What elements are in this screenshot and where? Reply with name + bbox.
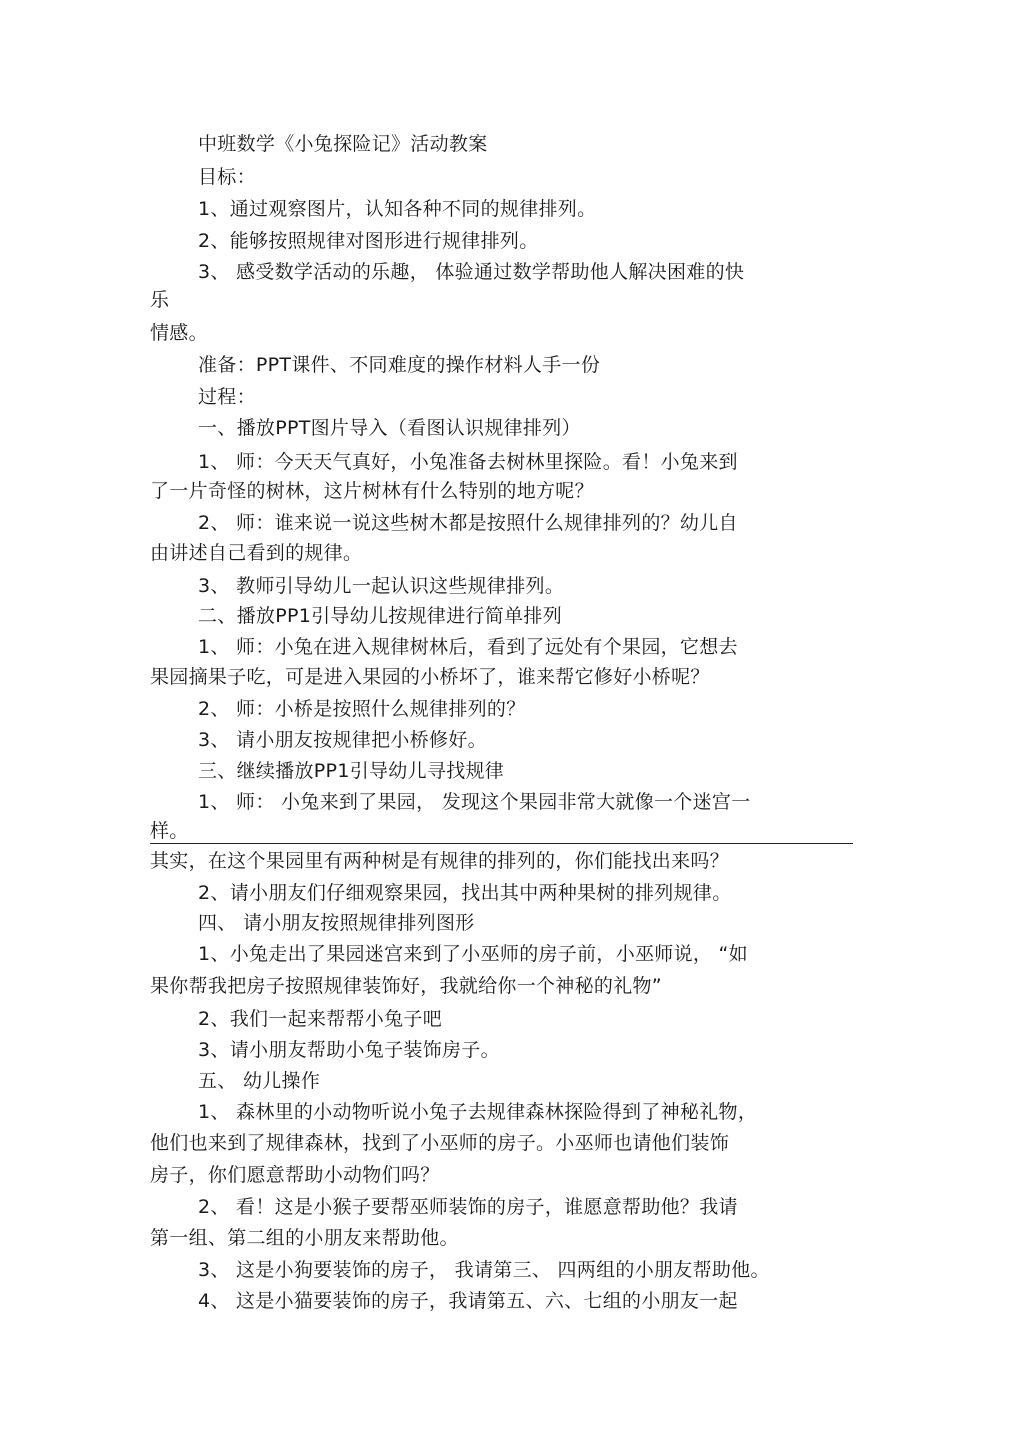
paragraph-line: 第一组、第二组的小朋友来帮助他。 (150, 1227, 459, 1249)
step-heading-5: 五、 幼儿操作 (198, 1070, 321, 1092)
paragraph-line: 其实，在这个果园里有两种树是有规律的排列的，你们能找出来吗？ (150, 850, 730, 872)
step-heading-1: 一、播放PPT图片导入（看图认识规律排列） (198, 417, 581, 439)
section-heading-goals: 目标： (198, 166, 256, 188)
paragraph-line: 3、 这是小狗要装饰的房子， 我请第三、 四两组的小朋友帮助他。 (198, 1259, 770, 1281)
paragraph-line: 4、 这是小猫要装饰的房子，我请第五、六、七组的小朋友一起 (198, 1290, 738, 1312)
paragraph-line: 3、请小朋友帮助小兔子装饰房子。 (198, 1039, 500, 1061)
paragraph-line: 1、 师：今天天气真好，小兔准备去树林里探险。看！小兔来到 (198, 451, 738, 473)
goal-3-cont-2: 情感。 (150, 322, 208, 344)
step-heading-4: 四、 请小朋友按照规律排列图形 (198, 912, 475, 934)
paragraph-line: 2、请小朋友们仔细观察果园，找出其中两种果树的排列规律。 (198, 882, 732, 904)
paragraph-line: 果你帮我把房子按照规律装饰好，我就给你一个神秘的礼物” (150, 975, 662, 997)
paragraph-line: 3、 请小朋友按规律把小桥修好。 (198, 729, 487, 751)
paragraph-line: 样。 (150, 820, 189, 842)
goal-1: 1、通过观察图片，认知各种不同的规律排列。 (198, 198, 597, 220)
horizontal-divider (150, 843, 853, 844)
paragraph-line: 2、 师：小桥是按照什么规律排列的？ (198, 698, 526, 720)
paragraph-line: 由讲述自己看到的规律。 (150, 542, 363, 564)
paragraph-line: 果园摘果子吃，可是进入果园的小桥坏了，谁来帮它修好小桥呢？ (150, 666, 710, 688)
step-heading-3: 三、继续播放PP1引导幼儿寻找规律 (198, 760, 505, 782)
paragraph-line: 房子，你们愿意帮助小动物们吗？ (150, 1164, 440, 1186)
paragraph-line: 他们也来到了规律森林，找到了小巫师的房子。小巫师也请他们装饰 (150, 1132, 730, 1154)
paragraph-line: 3、 教师引导幼儿一起认识这些规律排列。 (198, 575, 565, 597)
step-heading-2: 二、播放PP1引导幼儿按规律进行简单排列 (198, 605, 563, 627)
section-heading-prep: 准备：PPT课件、不同难度的操作材料人手一份 (198, 354, 601, 376)
section-heading-process: 过程： (198, 386, 256, 408)
doc-title: 中班数学《小兔探险记》活动教案 (198, 133, 488, 155)
goal-3: 3、 感受数学活动的乐趣， 体验通过数学帮助他人解决困难的快 (198, 261, 745, 283)
paragraph-line: 1、 师：小兔在进入规律树林后，看到了远处有个果园，它想去 (198, 636, 738, 658)
paragraph-line: 2、 看！这是小猴子要帮巫师装饰的房子，谁愿意帮助他？我请 (198, 1196, 738, 1218)
goal-2: 2、能够按照规律对图形进行规律排列。 (198, 230, 539, 252)
paragraph-line: 1、 森林里的小动物听说小兔子去规律森林探险得到了神秘礼物， (198, 1101, 758, 1123)
paragraph-line: 1、 师： 小兔来到了果园， 发现这个果园非常大就像一个迷宫一 (198, 791, 751, 813)
paragraph-line: 2、我们一起来帮帮小兔子吧 (198, 1008, 442, 1030)
paragraph-line: 2、 师：谁来说一说这些树木都是按照什么规律排列的？幼儿自 (198, 512, 738, 534)
paragraph-line: 1、小兔走出了果园迷宫来到了小巫师的房子前，小巫师说， “如 (198, 943, 748, 965)
paragraph-line: 了一片奇怪的树林，这片树林有什么特别的地方呢？ (150, 480, 594, 502)
goal-3-cont: 乐 (150, 289, 170, 311)
